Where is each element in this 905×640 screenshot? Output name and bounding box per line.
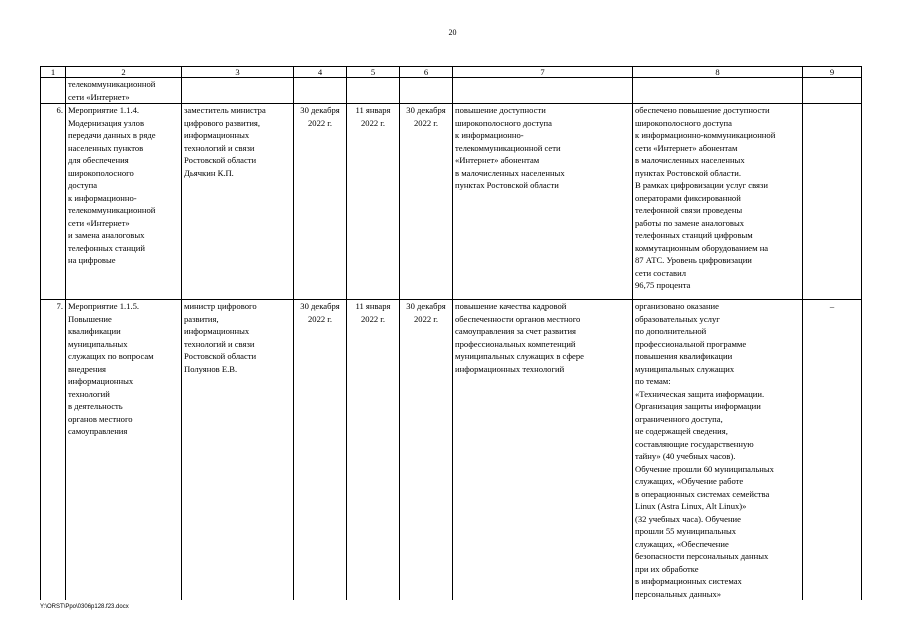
page-number: 20 [448, 28, 457, 37]
row-number: 7. [41, 300, 66, 601]
column-number: 3 [182, 67, 294, 78]
event-name: Мероприятие 1.1.5. Повышение квалификации муниципальных служащих по вопросам внедрения информационных технологий в деятельность органов местного самоуправления [66, 300, 182, 601]
continuation-row [41, 78, 862, 104]
column-number-row [41, 67, 862, 78]
expected-result: повышение доступности широкополосного доступа к информационно- телекоммуникационной сети «Интернет» абонентам в малочисленных населенных пунктах Ростовской области [453, 104, 633, 300]
event-name: Мероприятие 1.1.4. Модернизация узлов передачи данных в ряде населенных пунктов для обеспечения широкополосного доступа к информационно- телекоммуникационной сети «Интернет» и замена аналоговых телефонных станций на цифровые [66, 104, 182, 300]
file-path-footer: Y:\ORST\Ppo\0306p128.f23.docx [40, 604, 129, 610]
achieved-result: обеспечено повышение доступности широкополосного доступа к информационно-коммуникационной сети «Интернет» абонентам в малочисленных населенных пунктах Ростовской области. В рамках цифровизации услуг связи операторами фиксированной телефонной связи проведены работы по замене аналоговых телефонных станций цифровым коммутационным оборудованием на 87 АТС. Уровень цифровизации сети составил 96,75 процента [633, 104, 803, 300]
planned-start-date: 30 декабря 2022 г. [294, 104, 347, 300]
column-number: 9 [803, 67, 862, 78]
table-row [41, 104, 862, 300]
actual-end-date: 30 декабря 2022 г. [400, 104, 453, 300]
achieved-result: организовано оказание образовательных услуг по дополнительной профессиональной программе повышения квалификации муниципальных служащих по темам: «Техническая защита информации. Организация защиты информации ограниченного доступа, не содержащей сведения, составляющие государственную тайну» (40 учебных часов). Обучение прошли 60 муниципальных служащих, «Обучение работе в операционных системах семейства Linux (Astra Linux, Alt Linux)» (32 учебных часа). Обучение прошли 55 муниципальных служащих, «Обеспечение безопасности персональных данных при их обработке в информационных системах персональных данных» [633, 300, 803, 601]
column-number: 4 [294, 67, 347, 78]
responsible-person: министр цифрового развития, информационных технологий и связи Ростовской области Полуянов Е.В. [182, 300, 294, 601]
table-row [41, 300, 862, 601]
planned-end-date: 11 января 2022 г. [347, 300, 400, 601]
column-number: 8 [633, 67, 803, 78]
report-table [40, 66, 862, 600]
planned-start-date: 30 декабря 2022 г. [294, 300, 347, 601]
row-number: 6. [41, 104, 66, 300]
planned-end-date: 11 января 2022 г. [347, 104, 400, 300]
column-number: 5 [347, 67, 400, 78]
continued-event-text: телекоммуникационной сети «Интернет» [66, 78, 182, 104]
column-number: 6 [400, 67, 453, 78]
problems-note: – [803, 300, 862, 601]
expected-result: повышение качества кадровой обеспеченности органов местного самоуправления за счет развития профессиональных компетенций муниципальных служащих в сфере информационных технологий [453, 300, 633, 601]
column-number: 2 [66, 67, 182, 78]
problems-note [803, 104, 862, 300]
column-number: 1 [41, 67, 66, 78]
actual-end-date: 30 декабря 2022 г. [400, 300, 453, 601]
column-number: 7 [453, 67, 633, 78]
responsible-person: заместитель министра цифрового развития, информационных технологий и связи Ростовской области Дьячкин К.П. [182, 104, 294, 300]
